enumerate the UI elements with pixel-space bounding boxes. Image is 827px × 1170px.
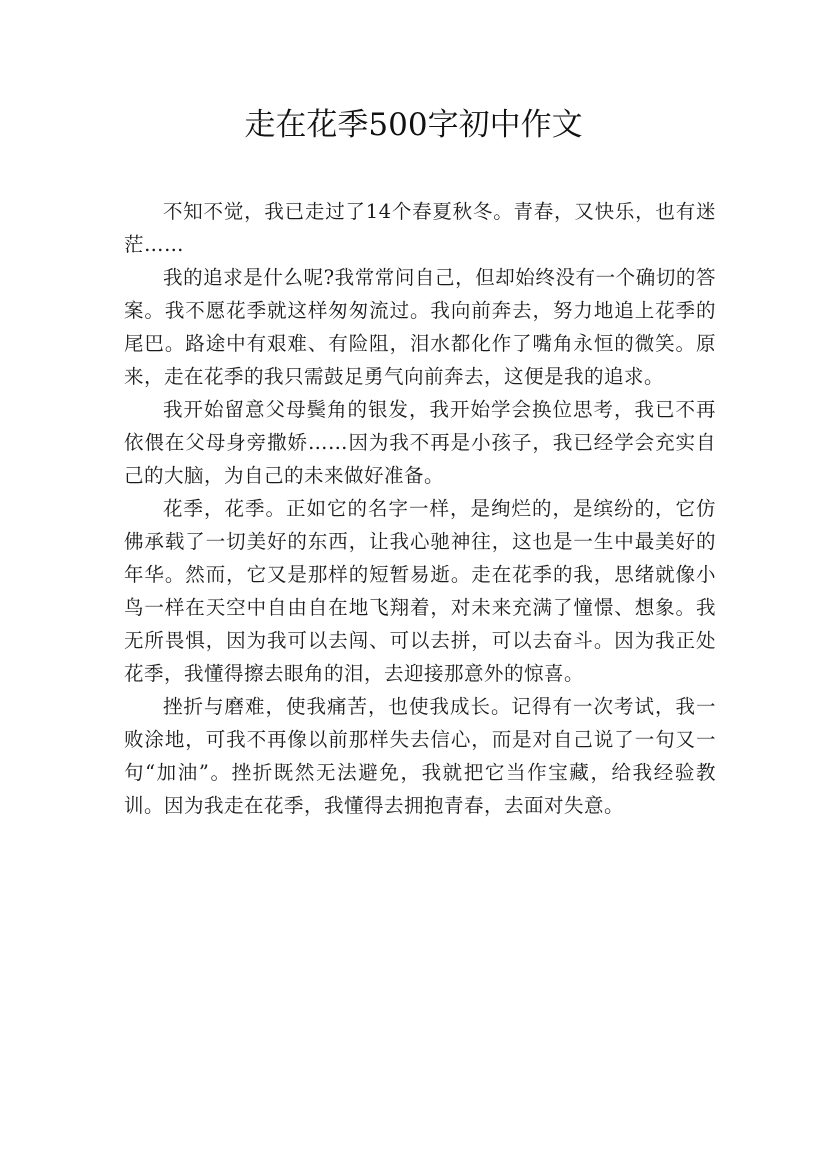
paragraph: 挫折与磨难，使我痛苦，也使我成长。记得有一次考试，我一败涂地，可我不再像以前那样失去信心，而是对自己说了一句又一句“加油”。挫折既然无法避免，我就把它当作宝藏，给我经验教训。因为我走在花季，我懂得去拥抱青春，去面对失意。	[124, 695, 716, 817]
paragraph: 我的追求是什么呢?我常常问自己，但却始终没有一个确切的答案。我不愿花季就这样匆匆流过。我向前奔去，努力地追上花季的尾巴。路途中有艰难、有险阻，泪水都化作了嘴角永恒的微笑。原来，走在花季的我只需鼓足勇气向前奔去，这便是我的追求。	[124, 266, 716, 388]
document-body	[124, 195, 716, 822]
document-title: 走在花季500字初中作文	[244, 107, 583, 143]
paragraph: 花季，花季。正如它的名字一样，是绚烂的，是缤纷的，它仿佛承载了一切美好的东西，让我心驰神往，这也是一生中最美好的年华。然而，它又是那样的短暂易逝。走在花季的我，思绪就像小鸟一样在天空中自由自在地飞翔着，对未来充满了憧憬、想象。我无所畏惧，因为我可以去闯、可以去拼，可以去奋斗。因为我正处花季，我懂得擦去眼角的泪，去迎接那意外的惊喜。	[124, 497, 716, 685]
paragraph: 不知不觉，我已走过了14个春夏秋冬。青春，又快乐，也有迷茫……	[124, 200, 716, 256]
paragraph: 我开始留意父母鬓角的银发，我开始学会换位思考，我已不再依偎在父母身旁撒娇……因为我不再是小孩子，我已经学会充实自己的大脑，为自己的未来做好准备。	[124, 398, 716, 487]
